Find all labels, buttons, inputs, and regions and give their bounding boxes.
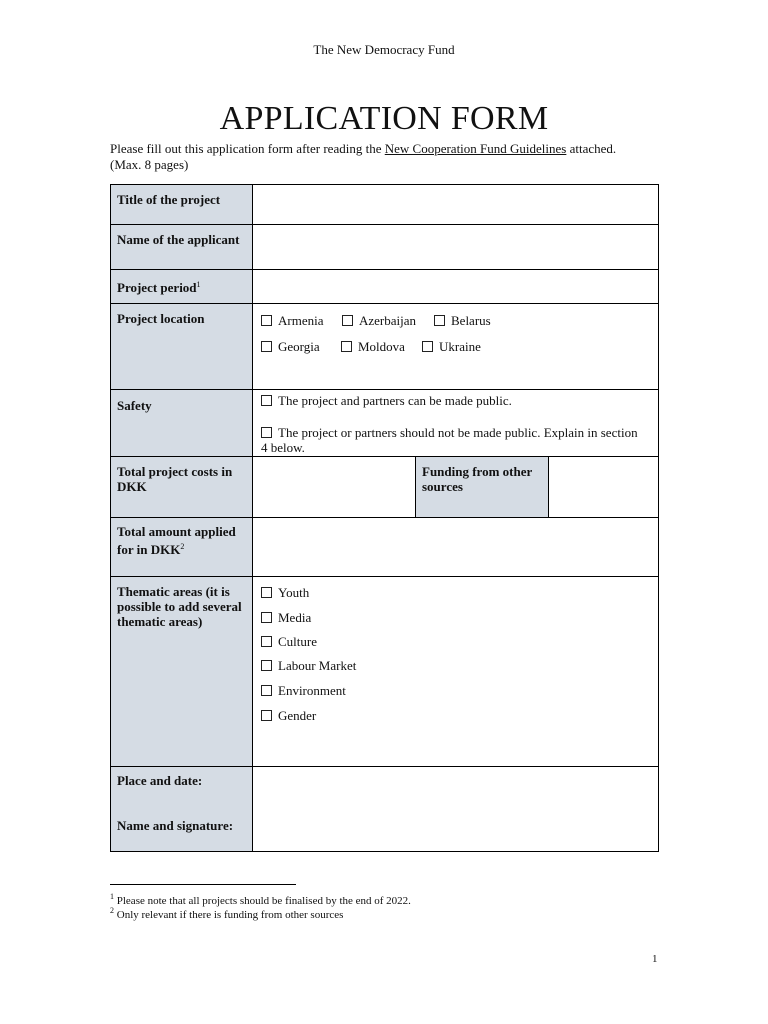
field-total-costs[interactable]	[253, 457, 415, 517]
row-thematic-areas	[111, 577, 658, 767]
checkbox[interactable]	[342, 315, 353, 326]
footnote-1	[110, 892, 411, 907]
checkbox[interactable]	[261, 315, 272, 326]
thematic-label: Environment	[278, 683, 346, 698]
label-safety: Safety	[111, 390, 253, 456]
row-amount-applied	[111, 518, 658, 577]
location-label: Ukraine	[439, 339, 481, 354]
label-amount-applied-text: Total amount applied for in DKK	[117, 524, 236, 557]
location-option-azerbaijan[interactable]	[342, 313, 416, 329]
location-label: Georgia	[278, 339, 320, 354]
location-option-belarus[interactable]	[434, 313, 491, 329]
label-project-location: Project location	[111, 304, 253, 389]
page-title: APPLICATION FORM	[219, 100, 549, 137]
field-project-location	[253, 304, 658, 389]
page-limit-note: (Max. 8 pages)	[110, 157, 189, 172]
safety-option-label: The project or partners should not be made public. Explain in section 4 below.	[261, 425, 638, 455]
thematic-option-culture[interactable]	[261, 634, 317, 650]
label-name-signature: Name and signature:	[117, 818, 234, 833]
checkbox[interactable]	[261, 395, 272, 406]
field-funding-other-sources[interactable]	[549, 457, 658, 517]
label-project-period	[111, 270, 253, 303]
guidelines-link[interactable]: New Cooperation Fund Guidelines	[384, 141, 567, 156]
footnote-ref-2: 2	[180, 542, 185, 551]
field-project-title[interactable]	[253, 185, 658, 224]
footnote-2-text: Only relevant if there is funding from other sources	[114, 909, 344, 921]
checkbox[interactable]	[261, 612, 272, 623]
label-amount-applied	[111, 518, 253, 576]
thematic-option-environment[interactable]	[261, 683, 346, 699]
row-costs	[111, 457, 658, 518]
thematic-option-youth[interactable]	[261, 585, 309, 601]
location-label: Armenia	[278, 313, 324, 328]
checkbox[interactable]	[434, 315, 445, 326]
checkbox[interactable]	[261, 636, 272, 647]
label-total-costs: Total project costs in DKK	[111, 457, 253, 517]
intro-text-end: attached.	[566, 141, 617, 156]
location-label: Belarus	[451, 313, 491, 328]
thematic-option-labour-market[interactable]	[261, 658, 356, 674]
label-project-period-text: Project period	[117, 280, 197, 295]
checkbox[interactable]	[261, 341, 272, 352]
footnote-1-text: Please note that all projects should be finalised by the end of 2022.	[114, 895, 411, 907]
location-label: Azerbaijan	[359, 313, 417, 328]
field-costs-group	[253, 457, 658, 517]
row-project-location	[111, 304, 658, 390]
location-label: Moldova	[358, 339, 405, 354]
row-project-title	[111, 185, 658, 225]
checkbox[interactable]	[261, 427, 272, 438]
intro-text-start: Please fill out this application form after reading the	[110, 141, 385, 156]
document-header: The New Democracy Fund	[313, 42, 455, 57]
field-amount-applied[interactable]	[253, 518, 658, 576]
checkbox[interactable]	[261, 587, 272, 598]
field-safety	[253, 390, 658, 456]
row-project-period	[111, 270, 658, 304]
label-thematic-areas: Thematic areas (it is possible to add several thematic areas)	[111, 577, 253, 766]
safety-option-public[interactable]	[261, 393, 512, 409]
thematic-label: Culture	[278, 634, 317, 649]
label-applicant: Name of the applicant	[111, 225, 253, 269]
intro-text	[110, 141, 670, 173]
field-place-signature[interactable]	[253, 767, 658, 851]
safety-option-label: The project and partners can be made public.	[278, 393, 512, 408]
footnote-2	[110, 906, 343, 921]
thematic-label: Media	[278, 610, 312, 625]
thematic-option-media[interactable]	[261, 610, 311, 626]
safety-option-private[interactable]	[261, 425, 647, 455]
label-place-signature	[111, 767, 253, 851]
row-place-signature	[111, 767, 658, 851]
checkbox[interactable]	[341, 341, 352, 352]
thematic-label: Labour Market	[278, 658, 357, 673]
footnote-1-mark: 1	[110, 892, 114, 901]
label-project-title: Title of the project	[111, 185, 253, 224]
label-place-date: Place and date:	[117, 773, 203, 788]
field-thematic-areas	[253, 577, 658, 766]
thematic-option-gender[interactable]	[261, 708, 316, 724]
label-funding-other-sources: Funding from other sources	[415, 457, 549, 517]
location-option-moldova[interactable]	[341, 339, 405, 355]
footnote-ref-1: 1	[196, 280, 201, 289]
row-safety	[111, 390, 658, 457]
location-option-georgia[interactable]	[261, 339, 320, 355]
application-form-table	[110, 184, 659, 852]
location-option-ukraine[interactable]	[422, 339, 481, 355]
footnote-2-mark: 2	[110, 906, 114, 915]
field-applicant[interactable]	[253, 225, 658, 269]
checkbox[interactable]	[422, 341, 433, 352]
row-applicant	[111, 225, 658, 270]
field-project-period[interactable]	[253, 270, 658, 303]
checkbox[interactable]	[261, 660, 272, 671]
checkbox[interactable]	[261, 685, 272, 696]
location-option-armenia[interactable]	[261, 313, 323, 329]
page-number: 1	[652, 953, 658, 965]
footnote-divider	[110, 884, 296, 885]
thematic-label: Youth	[278, 585, 310, 600]
thematic-label: Gender	[278, 708, 317, 723]
checkbox[interactable]	[261, 710, 272, 721]
